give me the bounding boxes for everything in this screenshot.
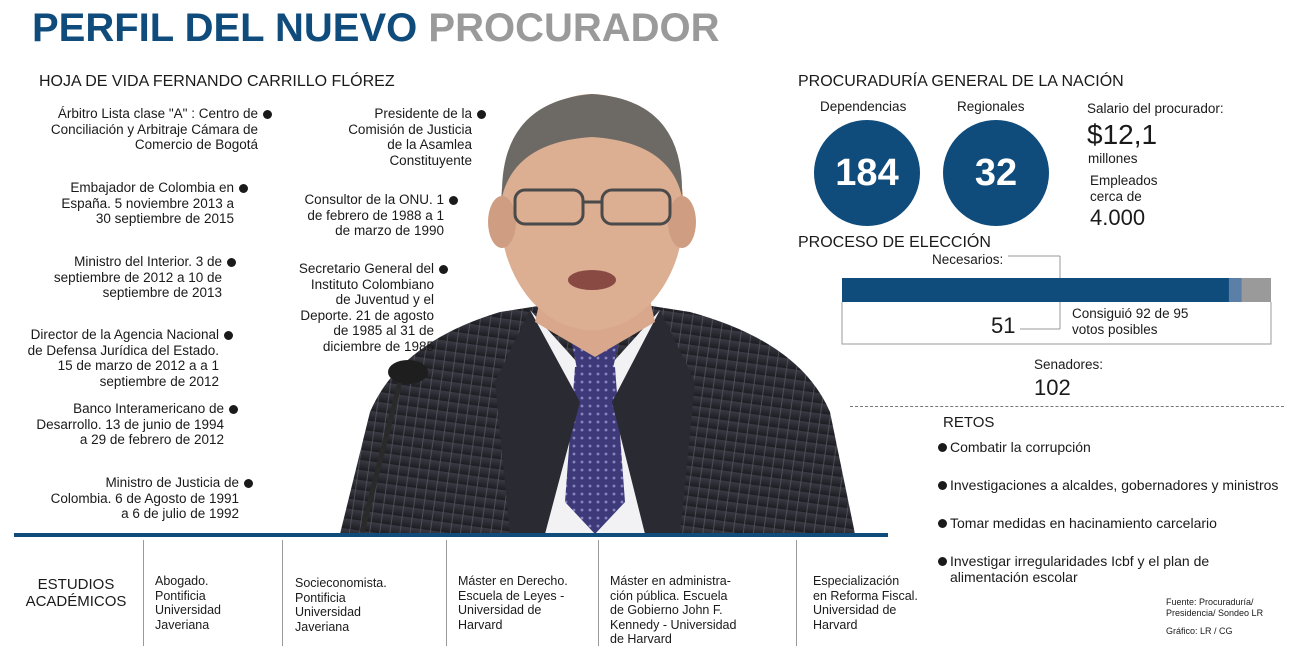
resume-item-left-5: Banco Interamericano de Desarrollo. 13 de junio de 1994 a 29 de febrero de 2012 — [36, 401, 224, 447]
reto-item-3: Tomar medidas en hacinamiento carcelario — [950, 515, 1217, 531]
column-divider — [282, 540, 283, 646]
reto-item-1: Combatir la corrupción — [950, 439, 1091, 455]
column-divider — [446, 540, 447, 646]
reto-item-4: Investigar irregularidades Icbf y el plan de alimentación escolar — [950, 553, 1210, 585]
bullet-icon — [239, 184, 248, 193]
bullet-icon — [244, 479, 253, 488]
title-part-2: PROCURADOR — [428, 6, 720, 50]
estudio-item-2: Socieconomista. Pontificia Universidad Javeriana — [295, 576, 387, 634]
column-divider — [598, 540, 599, 646]
estudio-item-5: Especialización en Reforma Fiscal. Universidad de Harvard — [813, 574, 918, 632]
bullet-icon — [439, 265, 448, 274]
bullet-icon — [477, 110, 486, 119]
bar-obtained-votes — [842, 278, 1229, 302]
retos-heading: RETOS — [943, 414, 995, 431]
empleados-label: Empleados cerca de — [1090, 173, 1158, 204]
resume-item-left-2: Embajador de Colombia en España. 5 noviembre 2013 a 30 septiembre de 2015 — [61, 180, 234, 226]
bullet-icon — [938, 557, 947, 566]
bullet-icon — [938, 519, 947, 528]
salario-unit: millones — [1088, 151, 1138, 166]
bullet-icon — [938, 443, 947, 452]
column-divider — [796, 540, 797, 646]
estudios-top-rule — [14, 533, 888, 537]
bullet-icon — [449, 196, 458, 205]
resume-item-right-2: Consultor de la ONU. 1 de febrero de 1988 a 1 de marzo de 1990 — [304, 192, 444, 238]
empleados-value: 4.000 — [1090, 205, 1146, 230]
procuraduria-heading: PROCURADURÍA GENERAL DE LA NACIÓN — [798, 73, 1124, 90]
salario-label: Salario del procurador: — [1087, 101, 1224, 116]
dependencias-label: Dependencias — [820, 99, 907, 114]
regionales-label: Regionales — [957, 99, 1025, 114]
senadores-value: 102 — [1034, 375, 1071, 400]
column-divider — [143, 540, 144, 646]
regionales-circle: 32 — [943, 120, 1049, 226]
dependencias-circle: 184 — [814, 120, 920, 226]
resume-item-left-3: Ministro del Interior. 3 de septiembre de 2012 a 10 de septiembre de 2013 — [53, 254, 222, 300]
source-credit: Fuente: Procuraduría/ Presidencia/ Sondeo LR — [1166, 597, 1264, 618]
bullet-icon — [224, 331, 233, 340]
consiguio-text: Consiguió 92 de 95 votos posibles — [1072, 306, 1189, 337]
estudios-heading: ESTUDIOS ACADÉMICOS — [25, 576, 127, 610]
senadores-label: Senadores: — [1034, 357, 1104, 372]
dashed-divider — [850, 406, 1284, 407]
resume-item-right-1: Presidente de la Comisión de Justicia de la Asamlea Constituyente — [348, 106, 472, 168]
title-part-1: PERFIL DEL NUEVO — [32, 6, 418, 50]
estudio-item-4: Máster en administra- ción pública. Escuela de Gobierno John F. Kennedy - Universidad de Harvard — [610, 574, 737, 646]
votes-bar-chart — [838, 253, 1278, 353]
necesarios-label: Necesarios: — [932, 252, 1004, 267]
graphic-credit: Gráfico: LR / CG — [1166, 626, 1233, 636]
resume-item-left-1: Árbitro Lista clase "A" : Centro de Conciliación y Arbitraje Cámara de Comercio de Bogotá — [50, 106, 258, 152]
bullet-icon — [263, 110, 272, 119]
estudio-item-3: Máster en Derecho. Escuela de Leyes - Universidad de Harvard — [458, 574, 568, 632]
eleccion-heading: PROCESO DE ELECCIÓN — [798, 234, 991, 251]
bullet-icon — [227, 258, 236, 267]
bullet-icon — [229, 405, 238, 414]
estudio-item-1: Abogado. Pontificia Universidad Javeriana — [155, 574, 222, 632]
necesarios-value: 51 — [991, 313, 1016, 338]
resume-item-left-4: Director de la Agencia Nacional de Defensa Jurídica del Estado. 15 de marzo de 2012 a a 1 septiembre de 2012 — [27, 327, 219, 389]
resume-item-right-3: Secretario General del Instituto Colombiano de Juventud y el Deporte. 21 de agosto de 1985 al 31 de diciembre de 1985 — [298, 261, 434, 354]
page-title — [32, 6, 720, 50]
salario-value: $12,1 — [1087, 119, 1158, 150]
reto-item-2: Investigaciones a alcaldes, gobernadores y ministros — [950, 477, 1279, 493]
bullet-icon — [938, 481, 947, 490]
resume-item-left-6: Ministro de Justicia de Colombia. 6 de Agosto de 1991 a 6 de julio de 1992 — [50, 475, 239, 521]
resume-heading: HOJA DE VIDA FERNANDO CARRILLO FLÓREZ — [39, 73, 395, 90]
